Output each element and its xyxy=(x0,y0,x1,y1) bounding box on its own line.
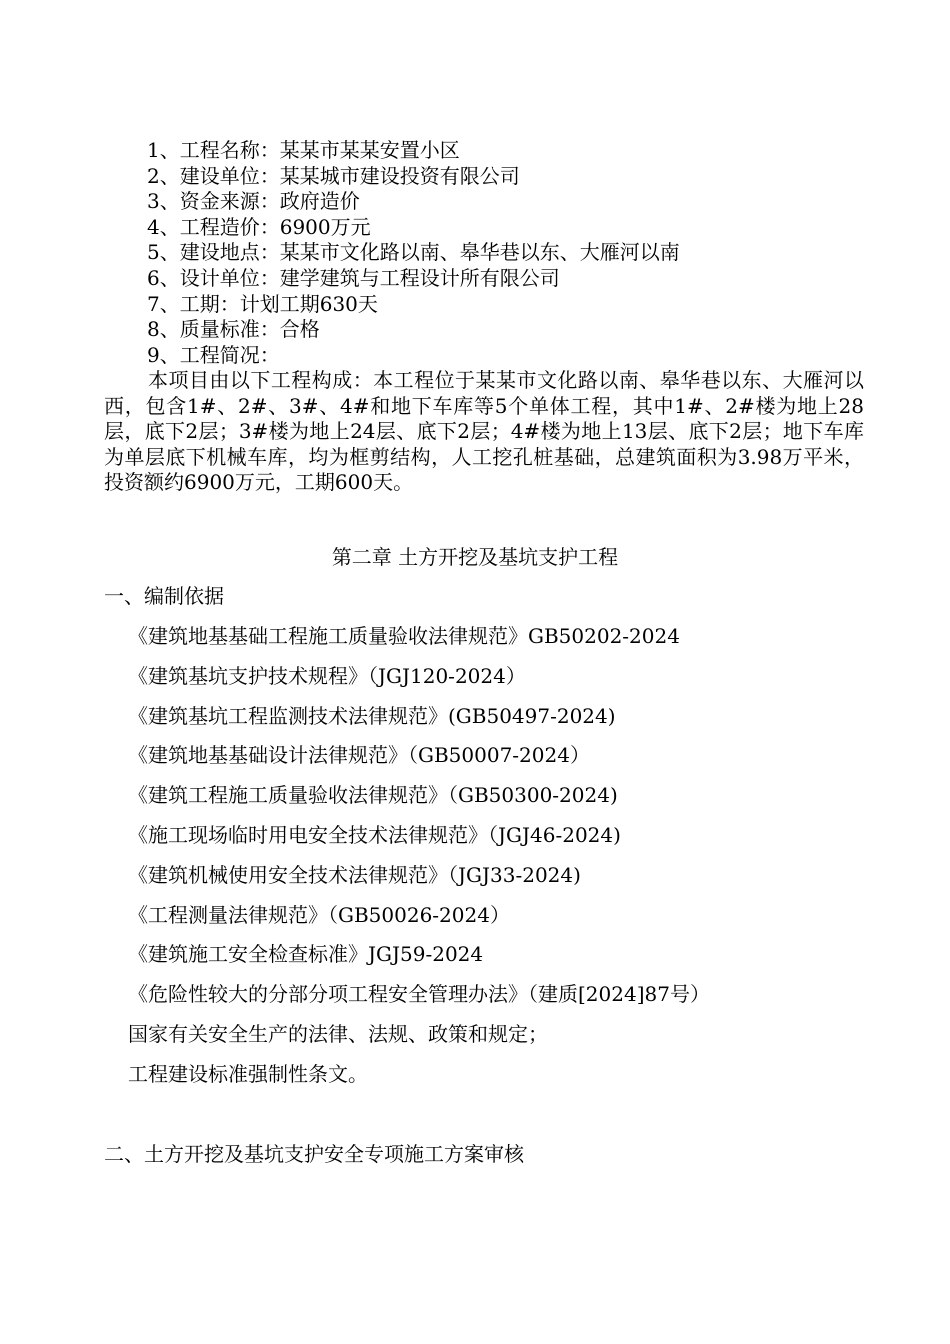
project-info-item: 7、工期：计划工期630天 xyxy=(147,291,378,316)
project-info-list xyxy=(147,138,907,368)
project-info-item: 3、资金来源：政府造价 xyxy=(147,189,360,214)
basis-item: 《危险性较大的分部分项工程安全管理办法》（建质[2024]87号） xyxy=(128,982,710,1007)
section-heading-basis: 一、编制依据 xyxy=(104,584,224,608)
basis-item: 工程建设标准强制性条文。 xyxy=(128,1061,368,1086)
project-info-item: 2、建设单位：某某城市建设投资有限公司 xyxy=(147,163,520,188)
section-heading-review: 二、土方开挖及基坑支护安全专项施工方案审核 xyxy=(104,1142,524,1166)
project-info-item: 4、工程造价：6900万元 xyxy=(147,214,371,239)
project-info-item: 9、工程简况： xyxy=(147,342,280,367)
basis-item: 《建筑基坑工程监测技术法律规范》(GB50497-2024) xyxy=(128,703,616,728)
basis-list xyxy=(128,622,908,1100)
basis-item: 国家有关安全生产的法律、法规、政策和规定； xyxy=(128,1021,548,1046)
basis-item: 《建筑工程施工质量验收法律规范》（GB50300-2024) xyxy=(128,783,618,808)
basis-item: 《工程测量法律规范》（GB50026-2024） xyxy=(128,902,510,927)
basis-item: 《建筑施工安全检查标准》JGJ59-2024 xyxy=(128,942,484,967)
project-overview-paragraph: 本项目由以下工程构成：本工程位于某某市文化路以南、皋华巷以东、大雁河以西，包含1#、2#、3#、4#和地下车库等5个单体工程，其中1#、2#楼为地上28层，底下2层；3#楼为地上24层、底下2层；4#楼为地上13层、底下2层；地下车库为单层底下机械车库，均为框剪结构，人工挖孔桩基础，总建筑面积为3.98万平米，投资额约6900万元，工期600天。 xyxy=(104,368,864,494)
basis-item: 《建筑机械使用安全技术法律规范》（JGJ33-2024) xyxy=(128,862,581,887)
basis-item: 《建筑地基基础设计法律规范》（GB50007-2024） xyxy=(128,743,590,768)
basis-item: 《施工现场临时用电安全技术法律规范》（JGJ46-2024) xyxy=(128,822,621,847)
basis-item: 《建筑地基基础工程施工质量验收法律规范》GB50202-2024 xyxy=(128,624,680,648)
project-info-item: 6、设计单位：建学建筑与工程设计所有限公司 xyxy=(147,265,560,290)
project-info-item: 1、工程名称：某某市某某安置小区 xyxy=(147,138,460,162)
project-info-item: 5、建设地点：某某市文化路以南、皋华巷以东、大雁河以南 xyxy=(147,240,680,265)
basis-item: 《建筑基坑支护技术规程》（JGJ120-2024） xyxy=(128,663,526,688)
project-info-item: 8、质量标准：合格 xyxy=(147,317,320,342)
chapter-title: 第二章 土方开挖及基坑支护工程 xyxy=(331,545,619,569)
